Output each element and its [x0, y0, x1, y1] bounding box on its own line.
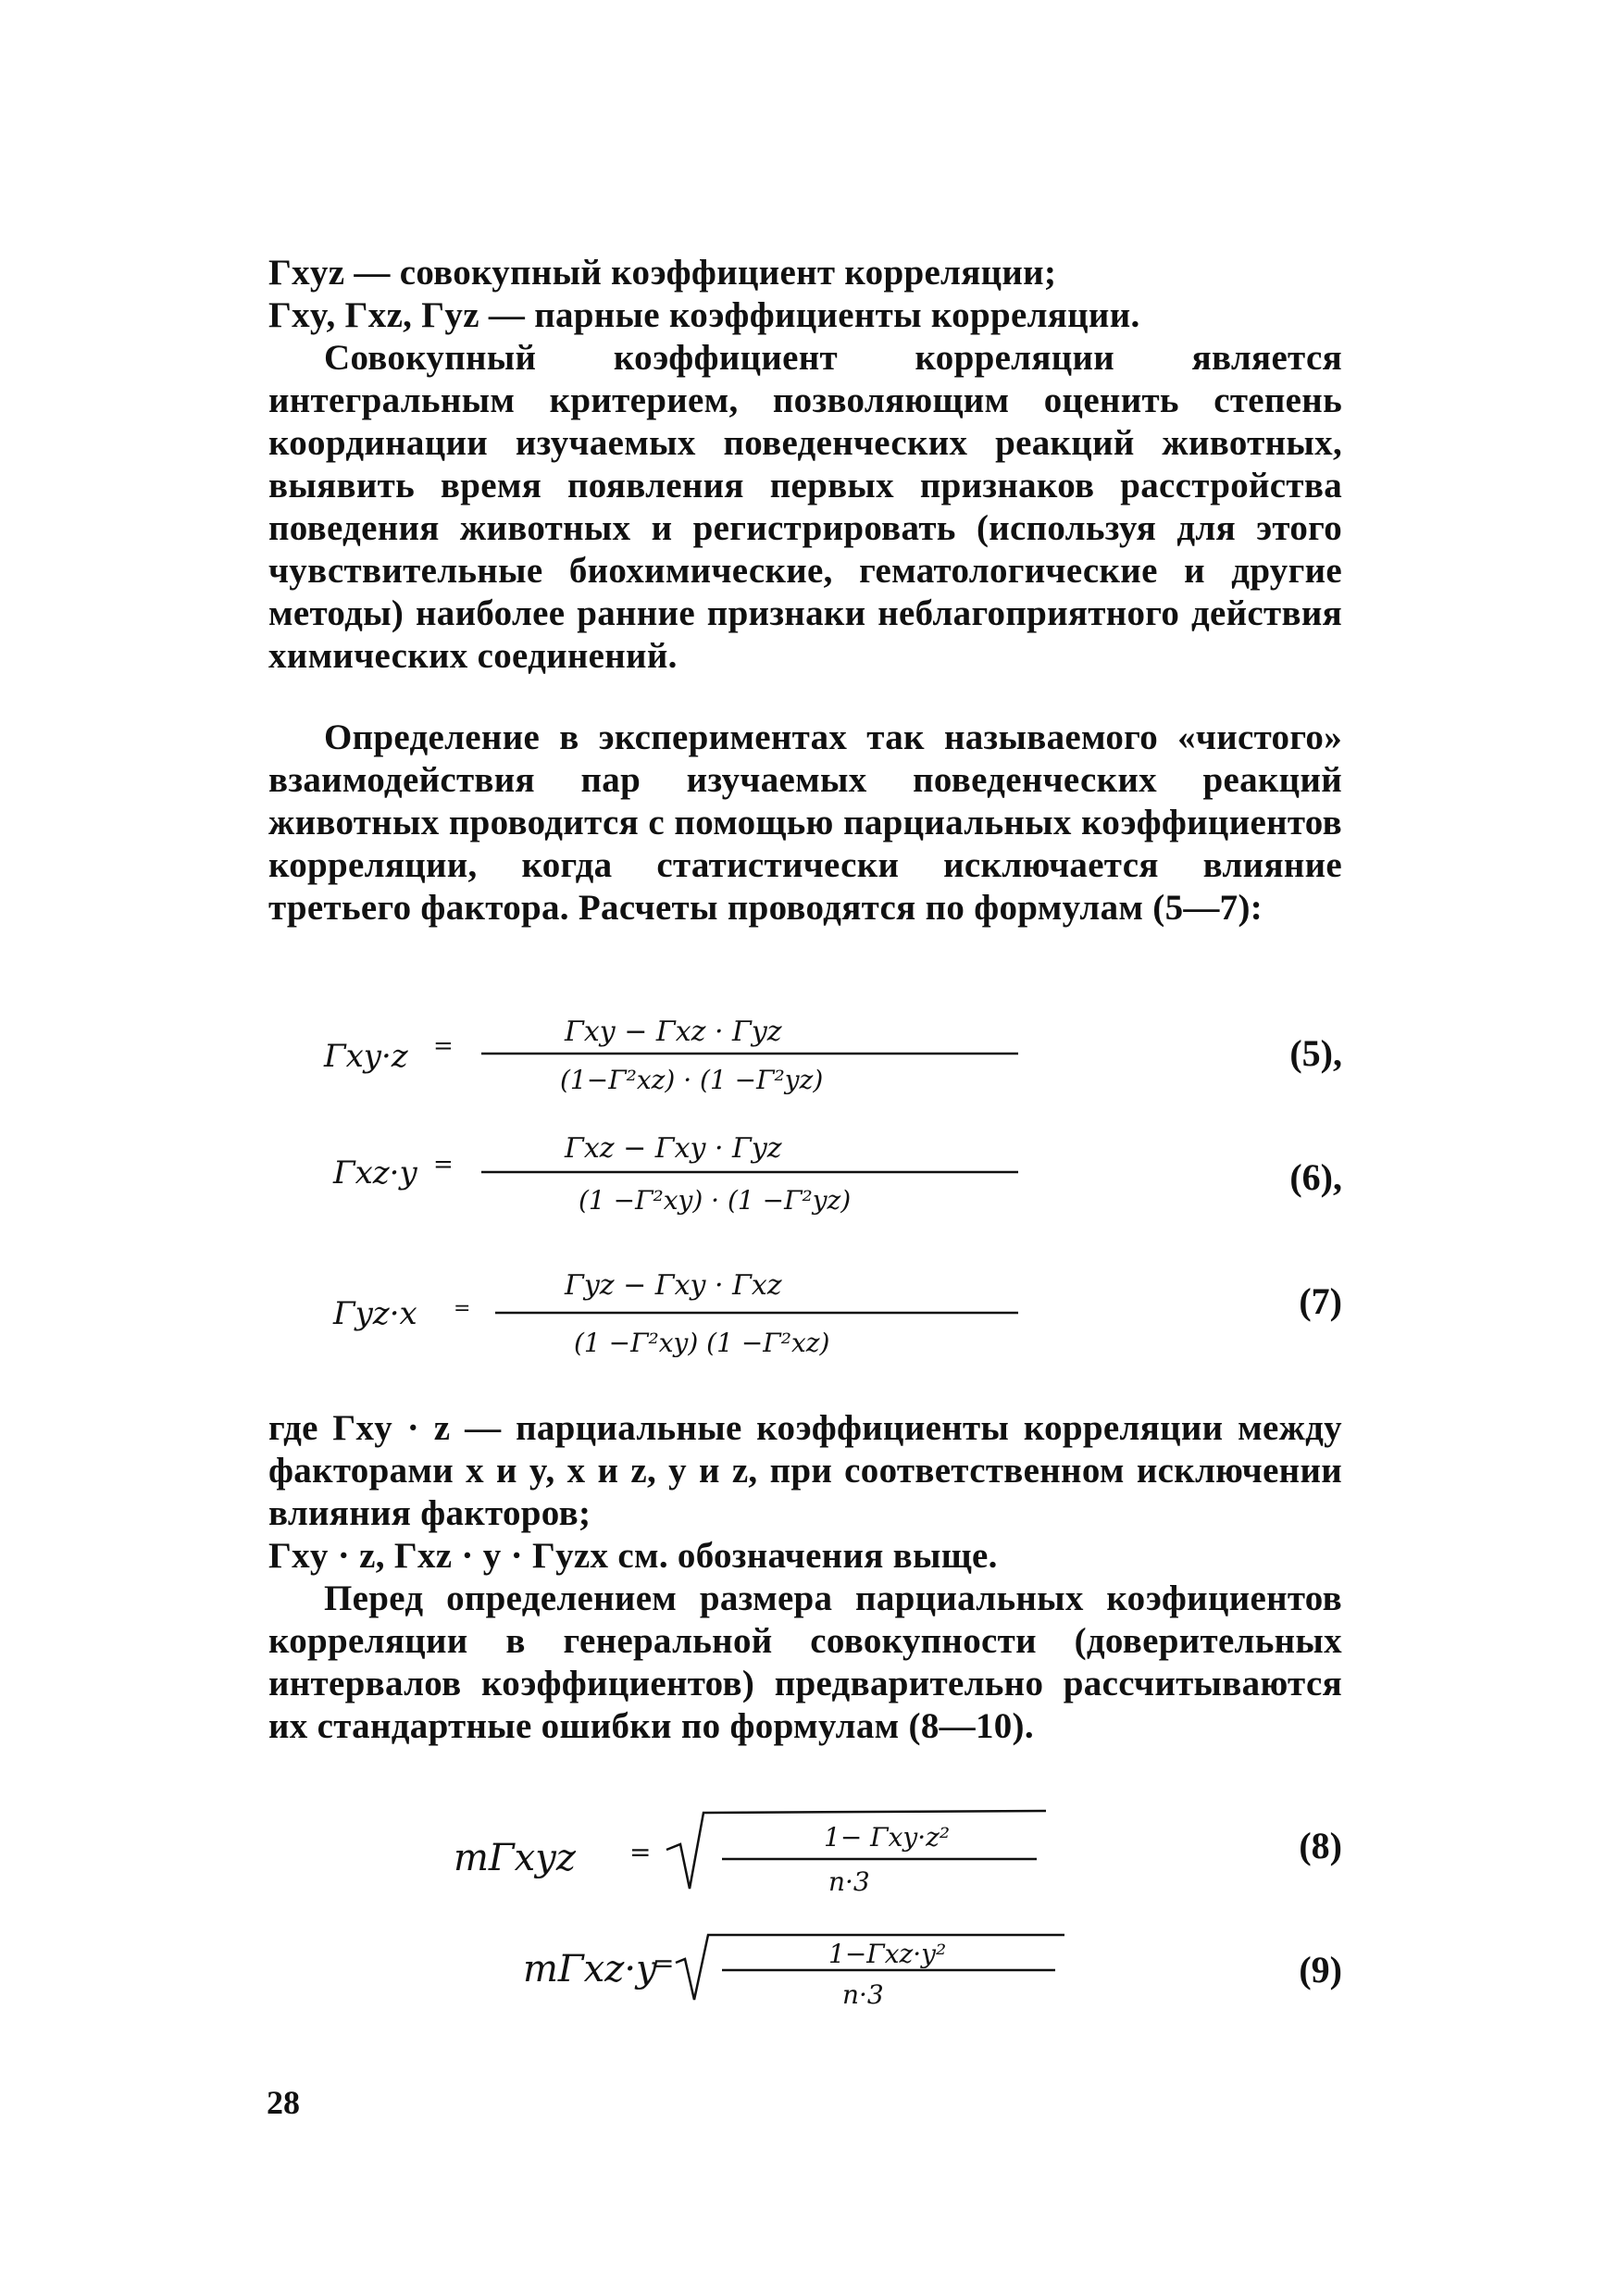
formula-9-number: (9) [1299, 1949, 1342, 1990]
formula-6-lhs: Γxz·y [333, 1154, 417, 1192]
formula-7-numerator: Γyz − Γxy · Γxz [565, 1269, 782, 1302]
formula-9-numerator: 1−Γxz·y² [828, 1939, 947, 1969]
formula-8-equals: = [629, 1837, 652, 1867]
formula-5-numerator: Γxy − Γxz · Γyz [565, 1016, 782, 1048]
formula-9-equals: = [653, 1948, 675, 1978]
formula-6-graphic [324, 1111, 1027, 1231]
formula-7-number: (7) [1299, 1280, 1342, 1322]
where-paragraph: где Γxy · z — парциальные коэффициенты корреляции между факторами x и y, x и z, y и z, при соответственном исключении влияния факторов; [268, 1408, 1342, 1533]
after-formulas-block [268, 1407, 1342, 1748]
formula-5-equals: = [433, 1032, 454, 1060]
formula-9 [324, 1935, 1342, 2065]
paragraph-2: Определение в экспериментах так называемого «чистого» взаимодействия пар изучаемых поведенческих реакций животных проводится с помощью парциальных коэффициентов корреляции, когда статистически исключается влияние третьего фактора. Расчеты проводятся по формулам (5—7): [268, 718, 1342, 928]
formula-8-lhs: mΓxyz [454, 1837, 576, 1879]
formula-5-number: (5), [1289, 1032, 1342, 1074]
formula-6-number: (6), [1289, 1156, 1342, 1198]
formula-6-numerator: Γxz − Γxy · Γyz [565, 1132, 782, 1165]
page-number: 28 [267, 2084, 300, 2121]
formula-9-lhs: mΓxz·y [523, 1948, 657, 1990]
formula-8 [324, 1805, 1342, 1935]
formula-7-equals: = [454, 1297, 471, 1320]
formula-7-lhs: Γyz·x [333, 1295, 417, 1332]
formula-9-graphic [324, 1935, 1064, 2065]
formula-8-graphic [324, 1805, 1064, 1935]
formula-8-denominator: n·3 [828, 1866, 870, 1897]
definition-line-2: Γxy, Γxz, Γyz — парные коэффициенты корреляции. [268, 295, 1140, 335]
paragraph-1: Совокупный коэффициент корреляции является интегральным критерием, позволяющим оценить степень координации изучаемых поведенческих реакций животных, выявить время появления первых признаков расстройства поведения животных и регистрировать (используя для этого чувствительные биохимические, гематологические и другие методы) наиболее ранние признаки неблагоприятного действия химических соединений. [268, 338, 1342, 676]
formula-7 [324, 1252, 1342, 1363]
formula-6-denominator: (1 −Γ²xy) · (1 −Γ²yz) [579, 1185, 852, 1216]
paragraph-2-block [268, 717, 1342, 930]
formula-8-number: (8) [1299, 1825, 1342, 1866]
definitions-block [268, 252, 1342, 678]
formula-5 [324, 1000, 1342, 1111]
definition-line-1: Γxyz — совокупный коэффициент корреляции; [268, 253, 1057, 293]
formula-7-graphic [324, 1252, 1027, 1381]
formula-7-denominator: (1 −Γ²xy) (1 −Γ²xz) [574, 1328, 830, 1358]
see-above-line: Γxy · z, Γxz · y · Γyzx см. обозначения выще. [268, 1536, 998, 1576]
formula-5-denominator: (1−Γ²xz) · (1 −Γ²yz) [560, 1065, 824, 1095]
paragraph-3: Перед определением размера парциальных коэфициентов корреляции в генеральной совокупности (доверительных интервалов коэффициентов) предварительно рассчитываются их стандартные ошибки по формулам (8—10). [268, 1578, 1342, 1746]
formula-8-numerator: 1− Γxy·z² [824, 1822, 951, 1853]
formula-5-graphic [324, 1000, 1027, 1111]
formula-6 [324, 1111, 1342, 1222]
formula-9-denominator: n·3 [842, 1979, 884, 2010]
formula-5-lhs: Γxy·z [324, 1038, 408, 1075]
formula-6-equals: = [433, 1151, 454, 1179]
